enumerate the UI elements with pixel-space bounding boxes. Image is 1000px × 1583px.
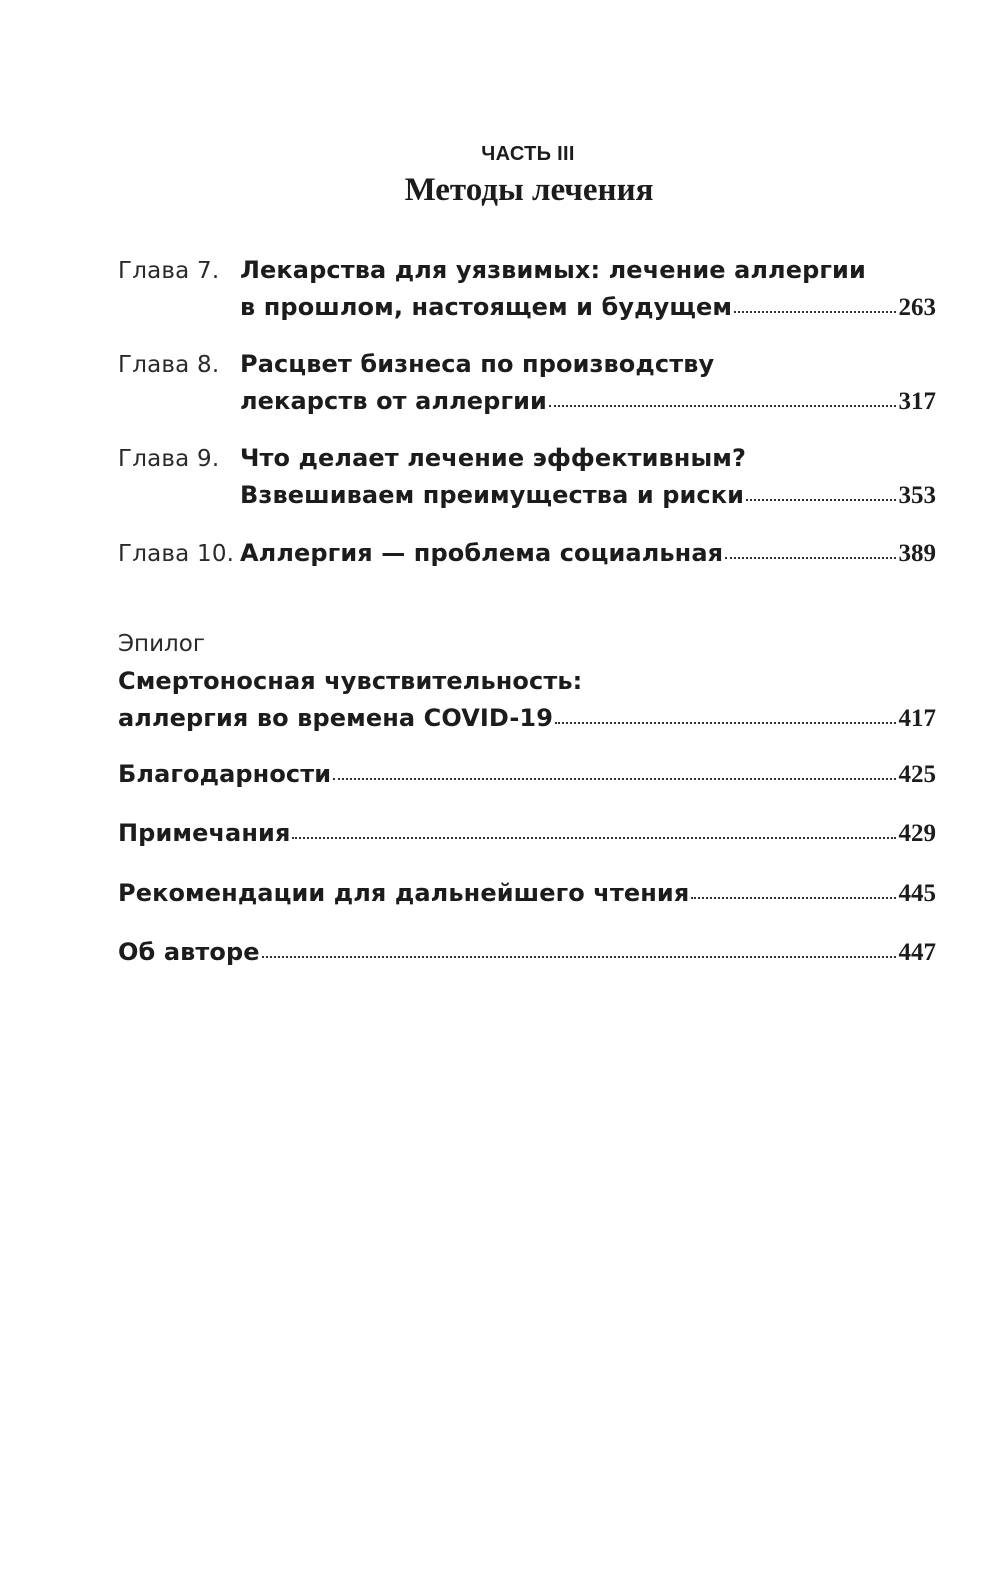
chapter-title: Лекарства для уязвимых: лечение аллергии: [240, 256, 866, 284]
dot-leader: [262, 956, 896, 958]
toc-entry-chapter-9[interactable]: [118, 440, 936, 514]
chapter-title: Расцвет бизнеса по производству: [240, 350, 715, 378]
page-number: 263: [898, 294, 936, 321]
page-number: 417: [898, 705, 936, 732]
entry-title: Благодарности: [118, 760, 332, 788]
dot-leader: [725, 557, 895, 559]
chapter-number: Глава 9.: [118, 446, 220, 472]
chapter-title: Аллергия — проблема социальная: [240, 539, 724, 567]
page-number: 389: [898, 540, 936, 567]
dot-leader: [549, 405, 896, 407]
page-number: 317: [898, 388, 936, 415]
toc-entry-about-author[interactable]: [118, 934, 936, 971]
chapter-title-continued: в прошлом, настоящем и будущем: [240, 293, 733, 321]
page-number: 425: [898, 761, 936, 788]
page-number: 353: [898, 482, 936, 509]
dot-leader: [292, 837, 895, 839]
toc-entry-chapter-10[interactable]: [118, 535, 936, 572]
entry-title: Рекомендации для дальнейшего чтения: [118, 879, 690, 907]
part-title: Методы лечения: [404, 172, 654, 208]
dot-leader: [333, 778, 895, 780]
chapter-number: Глава 7.: [118, 258, 220, 284]
dot-leader: [746, 499, 895, 501]
toc-entry-epilogue[interactable]: [118, 626, 936, 737]
toc-entry-notes[interactable]: [118, 815, 936, 852]
chapter-number: Глава 10.: [118, 541, 235, 567]
toc-entry-chapter-7[interactable]: [118, 252, 936, 326]
page-number: 447: [898, 939, 936, 966]
page-number: 445: [898, 880, 936, 907]
dot-leader: [691, 897, 895, 899]
chapter-title-continued: лекарств от аллергии: [240, 387, 547, 415]
entry-title: Примечания: [118, 819, 291, 847]
dot-leader: [734, 311, 895, 313]
epilogue-title: Смертоносная чувствительность:: [118, 667, 583, 695]
toc-entry-acknowledgements[interactable]: [118, 756, 936, 793]
page-number: 429: [898, 820, 936, 847]
toc-entry-further-reading[interactable]: [118, 875, 936, 912]
entry-title: Об авторе: [118, 938, 260, 966]
chapter-number: Глава 8.: [118, 352, 220, 378]
dot-leader: [555, 722, 895, 724]
chapter-title: Что делает лечение эффективным?: [240, 444, 747, 472]
epilogue-label: Эпилог: [118, 631, 205, 657]
epilogue-title-continued: аллергия во времена COVID-19: [118, 704, 554, 732]
part-label: ЧАСТЬ III: [481, 143, 575, 165]
toc-entry-chapter-8[interactable]: [118, 346, 936, 420]
chapter-title-continued: Взвешиваем преимущества и риски: [240, 481, 745, 509]
